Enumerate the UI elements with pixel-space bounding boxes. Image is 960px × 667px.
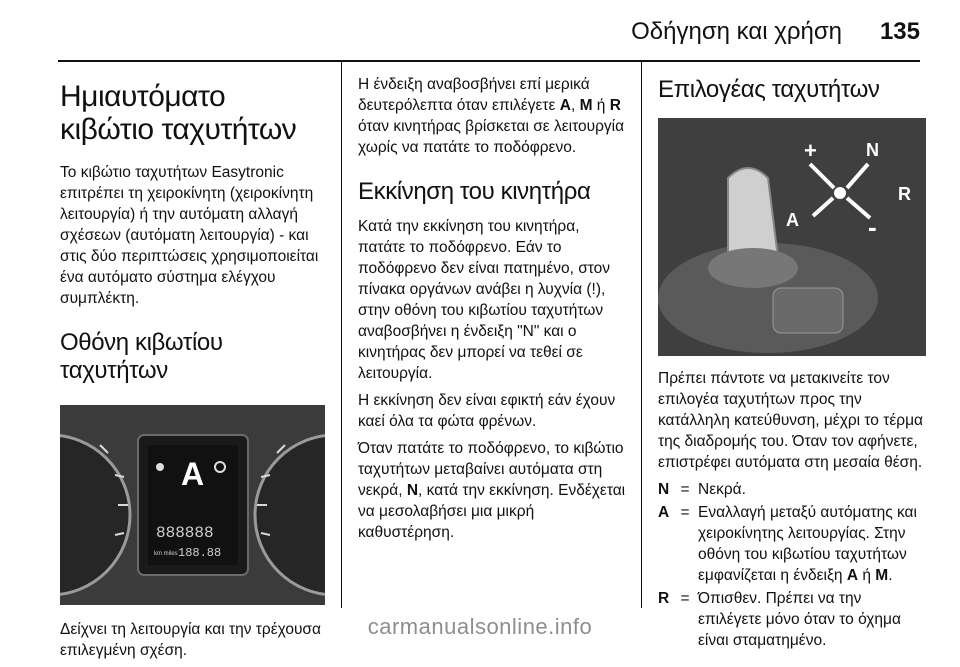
paragraph-brake-lights: Η εκκίνηση δεν είναι εφικτή εάν έχουν καεί όλα τα φώτα φρένων.	[358, 392, 616, 430]
subsection-heading: Οθόνη κιβωτίου ταχυτήτων	[60, 329, 223, 384]
plus-label: +	[804, 138, 817, 163]
column-divider-1	[341, 62, 342, 608]
column-1	[60, 62, 325, 667]
display-units: km miles	[154, 551, 178, 557]
gear-selector-heading: Επιλογέας ταχυτήτων	[658, 76, 880, 103]
display-digits: 888888	[156, 524, 214, 542]
column-3	[658, 62, 926, 653]
column-2	[358, 62, 626, 549]
paragraph-blink: Η ένδειξη αναβοσβήνει επί μερικά δευτερόλεπτα όταν επιλέγετε A, M ή R όταν κινητήρας βρίσκεται σε λειτουργία χωρίς να πατάτε το ποδόφρενο.	[358, 76, 625, 156]
figure-caption: Δείχνει τη λειτουργία και την τρέχουσα επιλεγμένη σχέση.	[60, 621, 321, 659]
definition-row: N = Νεκρά.	[658, 481, 746, 498]
display-letter: A	[181, 456, 205, 492]
page-number: 135	[879, 18, 920, 45]
paragraph-selector: Πρέπει πάντοτε να μετακινείτε τον επιλογέα ταχυτήτων προς την κατάλληλη κατεύθυνση, μέχρι το τέρμα της διαδρομής του. Όταν τον αφήνετε, επιστρέφει αυτόματα στη μεσαία θέση.	[658, 370, 923, 471]
watermark: carmanualsonline.info	[367, 614, 593, 639]
display-small-digits: 188.88	[178, 546, 222, 560]
paragraph-neutral: Όταν πατάτε το ποδόφρενο, το κιβώτιο ταχυτήτων μεταβαίνει αυτόματα στη νεκρά, N, κατά την εκκίνηση. Ενδέχεται να μεσολαβήσει μια μικρή καθυστέρηση.	[358, 440, 626, 541]
minus-label: -	[868, 212, 877, 242]
definition-row: R = Όπισθεν. Πρέπει να την επιλέγετε μόνο όταν το όχημα είναι σταματημένο.	[658, 590, 901, 649]
gear-selector-figure	[658, 118, 926, 356]
n-label: N	[866, 140, 879, 160]
engine-start-heading: Εκκίνηση του κινητήρα	[358, 178, 591, 205]
gear-lever-image	[658, 118, 926, 356]
column-divider-2	[641, 62, 642, 608]
section-heading: Ημιαυτόματο κιβώτιο ταχυτήτων	[60, 80, 297, 146]
instrument-cluster-image	[60, 405, 325, 605]
intro-paragraph: Το κιβώτιο ταχυτήτων Easytronic επιτρέπει τη χειροκίνητη (χειροκίνητη λειτουργία) ή την αυτόματη αλλαγή σχέσεων (αυτόματη λειτουργία) - και στις δύο περιπτώσεις χρησιμοποιείται ένα αυτόματο σύστημα ελέγχου συμπλέκτη.	[60, 164, 319, 307]
gearbox-display-figure	[60, 405, 325, 605]
header-title: Οδήγηση και χρήση	[631, 18, 842, 45]
paragraph-start: Κατά την εκκίνηση του κινητήρα, πατάτε το ποδόφρενο. Εάν το ποδόφρενο δεν είναι πατημένο, στον πίνακα οργάνων ανάβει η λυχνία (!), στην οθόνη του κιβωτίου ταχυτήτων αναβοσβήνει η ένδειξη "N" και ο κινητήρας δεν μπορεί να τεθεί σε λειτουργία.	[358, 218, 611, 382]
definition-row: A = Εναλλαγή μεταξύ αυτόματης και χειροκίνητης λειτουργίας. Στην οθόνη του κιβωτίου ταχυτήτων εμφανίζεται η ένδειξη A ή M.	[658, 504, 917, 584]
r-label: R	[898, 184, 911, 204]
a-label: A	[786, 210, 799, 230]
page-header	[0, 0, 960, 64]
